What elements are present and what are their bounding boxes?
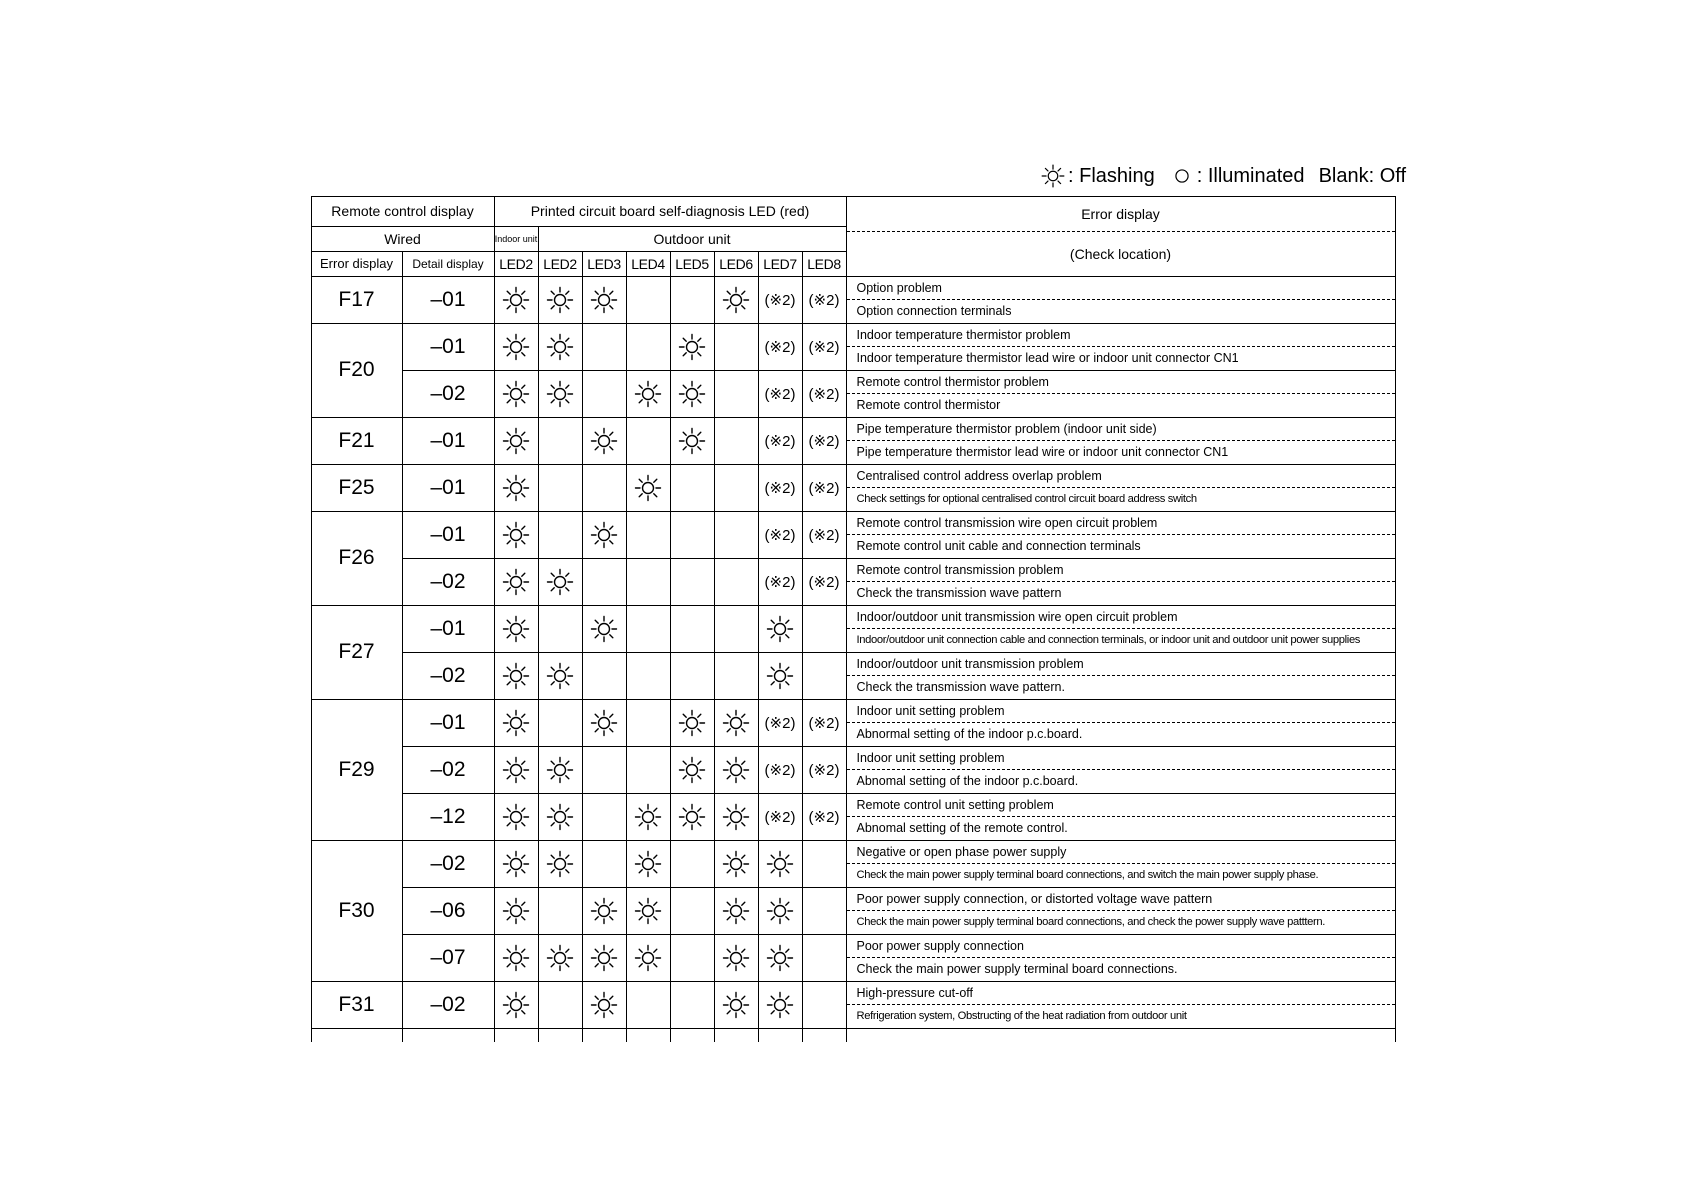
led-flashing-cell — [538, 840, 583, 888]
led-flashing-cell — [494, 840, 539, 888]
led-flashing-cell — [626, 934, 671, 982]
flashing-sun-icon — [501, 661, 531, 691]
error-description-cell — [846, 652, 1396, 700]
led-note-cell: (※2) — [802, 699, 847, 747]
flashing-sun-icon — [721, 755, 751, 785]
led-flashing-cell — [714, 793, 759, 841]
led-flashing-cell — [494, 887, 539, 935]
error-code-cell: F21 — [311, 417, 403, 465]
problem-text: Remote control unit setting problem — [847, 794, 1395, 818]
led-off-cell — [714, 370, 759, 418]
header-led-5: LED5 — [670, 251, 715, 277]
detail-code-cell: –01 — [402, 605, 495, 653]
detail-code-cell: –02 — [402, 370, 495, 418]
flashing-sun-icon — [589, 943, 619, 973]
led-flashing-cell — [626, 464, 671, 512]
error-code-cell: F29 — [311, 699, 403, 841]
table-cut-off-edge — [494, 1028, 539, 1042]
flashing-sun-icon — [501, 614, 531, 644]
flashing-sun-icon — [721, 285, 751, 315]
header-outdoor-unit: Outdoor unit — [538, 226, 847, 252]
flashing-sun-icon — [545, 332, 575, 362]
led-off-cell — [582, 558, 627, 606]
led-flashing-cell — [626, 887, 671, 935]
legend-blank-label: Blank: Off — [1318, 164, 1407, 187]
led-note-cell: (※2) — [758, 558, 803, 606]
led-off-cell — [714, 323, 759, 371]
flashing-sun-icon — [545, 943, 575, 973]
led-flashing-cell — [582, 417, 627, 465]
error-description-cell — [846, 370, 1396, 418]
led-flashing-cell — [494, 699, 539, 747]
error-description-cell — [846, 934, 1396, 982]
flashing-sun-icon — [545, 567, 575, 597]
led-off-cell — [802, 840, 847, 888]
led-flashing-cell — [758, 981, 803, 1029]
led-flashing-cell — [582, 276, 627, 324]
led-note-cell: (※2) — [802, 464, 847, 512]
flashing-sun-icon — [1040, 163, 1066, 189]
table-cut-off-edge — [311, 1028, 403, 1042]
led-off-cell — [670, 605, 715, 653]
led-off-cell — [582, 464, 627, 512]
problem-text: Indoor unit setting problem — [847, 700, 1395, 724]
led-off-cell — [538, 417, 583, 465]
diagnosis-table — [311, 196, 1407, 1041]
flashing-sun-icon — [765, 661, 795, 691]
error-code-cell: F20 — [311, 323, 403, 418]
legend-illuminated-label: : Illuminated — [1196, 164, 1305, 187]
led-note-cell: (※2) — [802, 417, 847, 465]
flashing-sun-icon — [501, 943, 531, 973]
flashing-sun-icon — [501, 567, 531, 597]
led-flashing-cell — [670, 323, 715, 371]
led-off-cell — [538, 511, 583, 559]
error-description-cell — [846, 746, 1396, 794]
flashing-sun-icon — [501, 332, 531, 362]
led-off-cell — [714, 605, 759, 653]
led-flashing-cell — [714, 887, 759, 935]
flashing-sun-icon — [721, 802, 751, 832]
check-location-text: Check the transmission wave pattern — [856, 586, 1062, 601]
flashing-sun-icon — [501, 520, 531, 550]
check-location-text: Indoor/outdoor unit connection cable and connection terminals, or indoor unit and outdoor unit power supplies — [856, 634, 1361, 647]
led-flashing-cell — [538, 793, 583, 841]
led-off-cell — [626, 276, 671, 324]
led-flashing-cell — [538, 370, 583, 418]
check-location-text: Remote control unit cable and connection terminals — [856, 539, 1141, 554]
error-description-cell — [846, 887, 1396, 935]
table-cut-off-edge — [626, 1028, 671, 1042]
error-description-cell — [846, 323, 1396, 371]
detail-code-cell: –02 — [402, 840, 495, 888]
flashing-sun-icon — [677, 708, 707, 738]
led-off-cell — [714, 464, 759, 512]
led-flashing-cell — [582, 981, 627, 1029]
check-location-text: Indoor temperature thermistor lead wire or indoor unit connector CN1 — [856, 351, 1239, 366]
led-off-cell — [538, 981, 583, 1029]
led-off-cell — [626, 652, 671, 700]
error-description-cell — [846, 981, 1396, 1029]
flashing-sun-icon — [677, 379, 707, 409]
led-off-cell — [670, 276, 715, 324]
led-note-cell: (※2) — [802, 511, 847, 559]
led-off-cell — [714, 652, 759, 700]
led-off-cell — [670, 464, 715, 512]
flashing-sun-icon — [765, 849, 795, 879]
led-flashing-cell — [494, 323, 539, 371]
led-note-cell: (※2) — [802, 370, 847, 418]
flashing-sun-icon — [765, 896, 795, 926]
check-location-text: Refrigeration system, Obstructing of the heat radiation from outdoor unit — [856, 1010, 1187, 1023]
led-flashing-cell — [582, 934, 627, 982]
check-location-text: Check the main power supply terminal board connections. — [856, 962, 1178, 977]
error-description-cell — [846, 417, 1396, 465]
led-flashing-cell — [582, 511, 627, 559]
flashing-sun-icon — [633, 943, 663, 973]
led-off-cell — [802, 652, 847, 700]
led-off-cell — [582, 370, 627, 418]
check-location-text: Remote control thermistor — [856, 398, 1001, 413]
problem-text: Centralised control address overlap problem — [847, 465, 1395, 489]
detail-code-cell: –01 — [402, 323, 495, 371]
flashing-sun-icon — [765, 990, 795, 1020]
flashing-sun-icon — [677, 332, 707, 362]
check-location-text: Pipe temperature thermistor lead wire or indoor unit connector CN1 — [856, 445, 1229, 460]
led-note-cell: (※2) — [758, 746, 803, 794]
check-location-text: Option connection terminals — [856, 304, 1012, 319]
led-flashing-cell — [758, 652, 803, 700]
led-flashing-cell — [582, 699, 627, 747]
led-off-cell — [626, 511, 671, 559]
detail-code-cell: –01 — [402, 417, 495, 465]
problem-text: Negative or open phase power supply — [847, 841, 1395, 865]
led-flashing-cell — [714, 699, 759, 747]
led-flashing-cell — [714, 276, 759, 324]
legend — [1040, 163, 1410, 189]
led-flashing-cell — [670, 699, 715, 747]
header-error-display-label: Error display — [847, 197, 1395, 232]
problem-text: Poor power supply connection — [847, 935, 1395, 959]
legend-flashing — [1040, 163, 1155, 189]
detail-code-cell: –07 — [402, 934, 495, 982]
flashing-sun-icon — [721, 849, 751, 879]
led-flashing-cell — [494, 417, 539, 465]
led-note-cell: (※2) — [802, 323, 847, 371]
led-off-cell — [582, 793, 627, 841]
detail-code-cell: –02 — [402, 558, 495, 606]
error-code-cell: F26 — [311, 511, 403, 606]
check-location-text: Abnomal setting of the remote control. — [856, 821, 1068, 836]
led-flashing-cell — [538, 276, 583, 324]
detail-code-cell: –01 — [402, 699, 495, 747]
error-description-cell — [846, 699, 1396, 747]
led-note-cell: (※2) — [758, 323, 803, 371]
error-code-cell: F27 — [311, 605, 403, 700]
flashing-sun-icon — [765, 614, 795, 644]
led-off-cell — [802, 887, 847, 935]
problem-text: Pipe temperature thermistor problem (indoor unit side) — [847, 418, 1395, 442]
detail-code-cell: –01 — [402, 511, 495, 559]
error-description-cell — [846, 793, 1396, 841]
table-cut-off-edge — [758, 1028, 803, 1042]
check-location-text: Check the main power supply terminal board connections, and check the power supply wave patttern. — [856, 916, 1326, 929]
flashing-sun-icon — [501, 990, 531, 1020]
problem-text: Remote control thermistor problem — [847, 371, 1395, 395]
led-flashing-cell — [494, 276, 539, 324]
problem-text: Indoor temperature thermistor problem — [847, 324, 1395, 348]
problem-text: High-pressure cut-off — [847, 982, 1395, 1006]
led-off-cell — [626, 323, 671, 371]
flashing-sun-icon — [501, 755, 531, 785]
led-flashing-cell — [494, 464, 539, 512]
led-off-cell — [802, 981, 847, 1029]
led-off-cell — [714, 558, 759, 606]
led-flashing-cell — [494, 511, 539, 559]
led-off-cell — [538, 699, 583, 747]
led-note-cell: (※2) — [802, 793, 847, 841]
flashing-sun-icon — [589, 896, 619, 926]
led-off-cell — [626, 558, 671, 606]
led-flashing-cell — [670, 417, 715, 465]
detail-code-cell: –02 — [402, 652, 495, 700]
led-off-cell — [626, 746, 671, 794]
error-description-cell — [846, 276, 1396, 324]
table-cut-off-edge — [670, 1028, 715, 1042]
detail-code-cell: –12 — [402, 793, 495, 841]
led-flashing-cell — [538, 558, 583, 606]
led-flashing-cell — [538, 934, 583, 982]
header-led-4: LED4 — [626, 251, 671, 277]
led-flashing-cell — [758, 840, 803, 888]
led-note-cell: (※2) — [758, 699, 803, 747]
led-off-cell — [802, 605, 847, 653]
header-remote-control-display: Remote control display — [311, 196, 495, 227]
led-flashing-cell — [538, 746, 583, 794]
led-off-cell — [626, 981, 671, 1029]
detail-code-cell: –02 — [402, 746, 495, 794]
problem-text: Remote control transmission problem — [847, 559, 1395, 583]
led-flashing-cell — [670, 370, 715, 418]
led-flashing-cell — [494, 793, 539, 841]
led-off-cell — [670, 981, 715, 1029]
led-off-cell — [626, 417, 671, 465]
header-pcb-led: Printed circuit board self-diagnosis LED (red) — [494, 196, 847, 227]
flashing-sun-icon — [589, 708, 619, 738]
led-off-cell — [538, 464, 583, 512]
table-cut-off-edge — [582, 1028, 627, 1042]
led-flashing-cell — [582, 605, 627, 653]
led-flashing-cell — [494, 605, 539, 653]
led-off-cell — [538, 887, 583, 935]
error-code-cell: F31 — [311, 981, 403, 1029]
problem-text: Poor power supply connection, or distorted voltage wave pattern — [847, 888, 1395, 912]
header-led-3: LED3 — [582, 251, 627, 277]
led-note-cell: (※2) — [758, 511, 803, 559]
flashing-sun-icon — [545, 802, 575, 832]
header-detail-display-col: Detail display — [402, 251, 495, 277]
header-check-location-label: (Check location) — [1069, 245, 1172, 262]
check-location-text: Check the main power supply terminal board connections, and switch the main power supply phase. — [856, 869, 1319, 882]
flashing-sun-icon — [633, 849, 663, 879]
led-flashing-cell — [758, 887, 803, 935]
led-flashing-cell — [758, 605, 803, 653]
led-off-cell — [670, 887, 715, 935]
flashing-sun-icon — [589, 426, 619, 456]
flashing-sun-icon — [501, 896, 531, 926]
led-off-cell — [582, 746, 627, 794]
header-error-display-col: Error display — [311, 251, 403, 277]
flashing-sun-icon — [545, 849, 575, 879]
check-location-text: Check the transmission wave pattern. — [856, 680, 1065, 695]
flashing-sun-icon — [501, 708, 531, 738]
led-note-cell: (※2) — [758, 276, 803, 324]
detail-code-cell: –01 — [402, 464, 495, 512]
led-note-cell: (※2) — [802, 558, 847, 606]
flashing-sun-icon — [501, 802, 531, 832]
led-flashing-cell — [670, 746, 715, 794]
table-cut-off-edge — [802, 1028, 847, 1042]
led-note-cell: (※2) — [758, 417, 803, 465]
led-flashing-cell — [714, 746, 759, 794]
led-off-cell — [802, 934, 847, 982]
led-flashing-cell — [714, 981, 759, 1029]
flashing-sun-icon — [765, 943, 795, 973]
flashing-sun-icon — [501, 426, 531, 456]
flashing-sun-icon — [677, 426, 707, 456]
problem-text: Indoor/outdoor unit transmission wire open circuit problem — [847, 606, 1395, 630]
flashing-sun-icon — [501, 285, 531, 315]
led-flashing-cell — [494, 370, 539, 418]
led-flashing-cell — [670, 793, 715, 841]
legend-blank — [1319, 165, 1406, 188]
flashing-sun-icon — [589, 520, 619, 550]
led-flashing-cell — [714, 934, 759, 982]
legend-flashing-label: : Flashing — [1068, 164, 1155, 187]
detail-code-cell: –01 — [402, 276, 495, 324]
header-led-8: LED8 — [802, 251, 847, 277]
led-off-cell — [670, 840, 715, 888]
led-off-cell — [714, 511, 759, 559]
legend-illuminated — [1169, 163, 1305, 189]
led-note-cell: (※2) — [802, 276, 847, 324]
table-cut-off-edge — [714, 1028, 759, 1042]
led-note-cell: (※2) — [758, 370, 803, 418]
flashing-sun-icon — [677, 755, 707, 785]
flashing-sun-icon — [545, 755, 575, 785]
detail-code-cell: –06 — [402, 887, 495, 935]
led-off-cell — [670, 934, 715, 982]
error-description-cell — [846, 511, 1396, 559]
led-flashing-cell — [626, 370, 671, 418]
illuminated-circle-icon — [1169, 163, 1195, 189]
check-location-text: Check settings for optional centralised control circuit board address switch — [856, 493, 1197, 506]
flashing-sun-icon — [721, 990, 751, 1020]
flashing-sun-icon — [677, 802, 707, 832]
header-error-display — [846, 196, 1396, 277]
led-off-cell — [626, 699, 671, 747]
flashing-sun-icon — [589, 990, 619, 1020]
error-code-cell: F17 — [311, 276, 403, 324]
flashing-sun-icon — [633, 802, 663, 832]
led-flashing-cell — [758, 934, 803, 982]
flashing-sun-icon — [633, 896, 663, 926]
led-flashing-cell — [626, 840, 671, 888]
error-description-cell — [846, 464, 1396, 512]
flashing-sun-icon — [721, 708, 751, 738]
led-flashing-cell — [626, 793, 671, 841]
problem-text: Remote control transmission wire open circuit problem — [847, 512, 1395, 536]
led-note-cell: (※2) — [802, 746, 847, 794]
led-flashing-cell — [538, 323, 583, 371]
flashing-sun-icon — [589, 285, 619, 315]
led-flashing-cell — [494, 746, 539, 794]
led-off-cell — [714, 417, 759, 465]
led-note-cell: (※2) — [758, 464, 803, 512]
led-off-cell — [626, 605, 671, 653]
led-flashing-cell — [494, 558, 539, 606]
table-cut-off-edge — [538, 1028, 583, 1042]
led-off-cell — [582, 840, 627, 888]
flashing-sun-icon — [545, 661, 575, 691]
led-off-cell — [582, 652, 627, 700]
led-off-cell — [670, 558, 715, 606]
flashing-sun-icon — [589, 614, 619, 644]
flashing-sun-icon — [501, 473, 531, 503]
error-description-cell — [846, 605, 1396, 653]
led-flashing-cell — [494, 934, 539, 982]
flashing-sun-icon — [545, 379, 575, 409]
led-off-cell — [670, 652, 715, 700]
led-off-cell — [582, 323, 627, 371]
problem-text: Option problem — [847, 277, 1395, 301]
table-cut-off-edge — [846, 1028, 1396, 1042]
led-note-cell: (※2) — [758, 793, 803, 841]
header-led-6: LED6 — [714, 251, 759, 277]
header-wired: Wired — [311, 226, 495, 252]
flashing-sun-icon — [501, 379, 531, 409]
table-cut-off-edge — [402, 1028, 495, 1042]
header-led-2: LED2 — [538, 251, 583, 277]
led-flashing-cell — [714, 840, 759, 888]
error-code-cell: F25 — [311, 464, 403, 512]
problem-text: Indoor/outdoor unit transmission problem — [847, 653, 1395, 677]
led-flashing-cell — [494, 981, 539, 1029]
error-code-cell: F30 — [311, 840, 403, 982]
led-flashing-cell — [582, 887, 627, 935]
led-off-cell — [670, 511, 715, 559]
led-flashing-cell — [494, 652, 539, 700]
check-location-text: Abnormal setting of the indoor p.c.board. — [856, 727, 1083, 742]
error-description-cell — [846, 840, 1396, 888]
flashing-sun-icon — [633, 473, 663, 503]
header-led-7: LED7 — [758, 251, 803, 277]
flashing-sun-icon — [721, 896, 751, 926]
header-led-1: LED2 — [494, 251, 539, 277]
led-flashing-cell — [538, 652, 583, 700]
detail-code-cell: –02 — [402, 981, 495, 1029]
flashing-sun-icon — [545, 285, 575, 315]
flashing-sun-icon — [633, 379, 663, 409]
header-indoor-unit: Indoor unit — [494, 226, 539, 252]
flashing-sun-icon — [721, 943, 751, 973]
error-description-cell — [846, 558, 1396, 606]
problem-text: Indoor unit setting problem — [847, 747, 1395, 771]
check-location-text: Abnomal setting of the indoor p.c.board. — [856, 774, 1079, 789]
flashing-sun-icon — [501, 849, 531, 879]
led-off-cell — [538, 605, 583, 653]
